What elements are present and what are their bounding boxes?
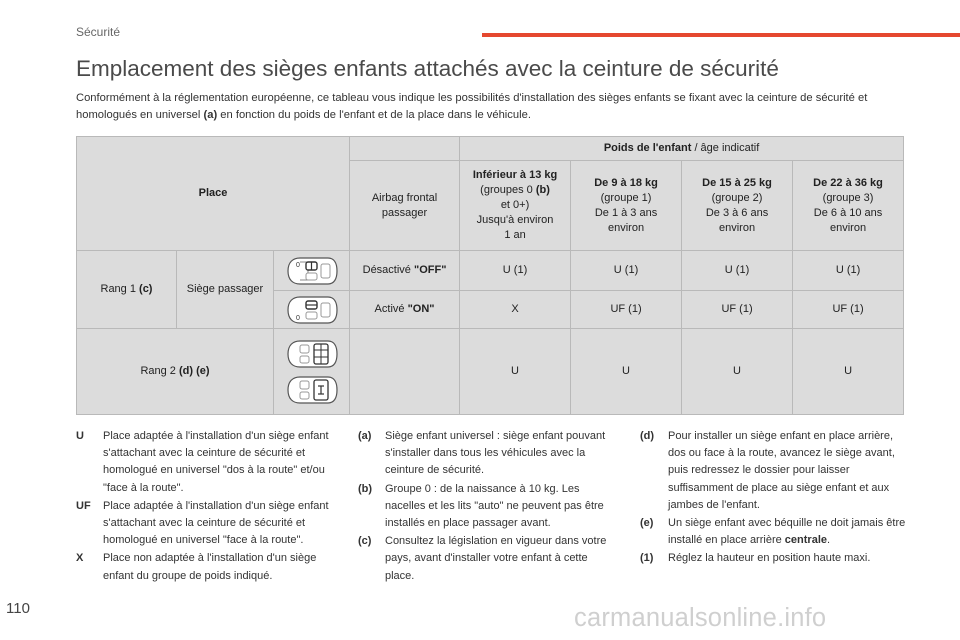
intro-text-2: en fonction du poids de l'enfant et de la place dans le véhicule. — [217, 109, 531, 121]
row2-airbag-empty — [350, 329, 460, 415]
group-1-header — [571, 161, 682, 251]
legend-e — [640, 515, 912, 549]
group-2-line2: (groupe 2) — [711, 191, 763, 204]
legend-x — [76, 550, 348, 584]
legend-u — [76, 428, 348, 497]
legend-column-1 — [76, 428, 348, 586]
legend-e-text: Un siège enfant avec béquille ne doit jamais être installé en place arrière — [668, 517, 906, 547]
legend-key: (d) — [640, 430, 655, 442]
legend-key: (a) — [358, 430, 372, 442]
car-icon-rear-cell — [274, 329, 350, 415]
group-3-line4: environ — [830, 221, 867, 234]
group-2-line3: De 3 à 6 ans — [705, 206, 769, 219]
airbag-off-label — [350, 251, 460, 291]
car-icon-front-off-cell — [274, 251, 350, 291]
row1-rang-ref: (c) — [139, 283, 153, 295]
row1-off-group1: U (1) — [571, 251, 682, 291]
svg-text:0: 0 — [295, 261, 300, 269]
intro-text-1: Conformément à la réglementation européenne, ce tableau vous indique les possibilités d'installation des sièges enfants se fixant avec la ceinture de sécurité et homologués en universel — [76, 92, 868, 121]
row2-group1: U — [571, 329, 682, 415]
legend-column-2 — [358, 428, 620, 586]
weight-header-rest: / âge indicatif — [691, 142, 760, 154]
legend-column-3 — [640, 428, 912, 569]
legend-key: (b) — [358, 482, 373, 495]
legend-e-end: . — [827, 534, 831, 547]
group-2-header — [682, 161, 793, 251]
header-rule — [482, 33, 960, 37]
group-0-line3: et 0+) — [500, 199, 530, 211]
intro-paragraph — [76, 90, 896, 124]
row2-group3: U — [793, 329, 904, 415]
group-3-header — [793, 161, 904, 251]
group-0-group: (groupes 0 — [480, 184, 536, 196]
car-rear-seats-icon — [284, 336, 340, 372]
legend-text: Place adaptée à l'installation d'un siège enfant s'attachant avec la ceinture de sécurité et homologué en universel "dos à la route" et/ou "face à la route". — [103, 430, 329, 494]
watermark: carmanualsonline.info — [574, 604, 827, 632]
legend-text: Siège enfant universel : siège enfant pouvant s'installer dans tous les véhicules avec la ceinture de sécurité. — [385, 430, 606, 477]
row2-rang-ref: (d) (e) — [178, 365, 210, 377]
legend-text: Pour installer un siège enfant en place arrière, dos ou face à la route, avancez le siège avant, puis redressez le dossier pour laisser suffisamment de place au siège enfant et aux jambes de l'enfant. — [668, 430, 895, 511]
car-icon-front-on-cell — [274, 291, 350, 329]
row1-off-group3: U (1) — [793, 251, 904, 291]
group-0-ref-b: (b) — [535, 184, 550, 196]
legend-uf — [76, 498, 348, 550]
legend-key: UF — [76, 499, 91, 512]
row1-rang-text: Rang 1 — [100, 283, 140, 295]
group-3-line3: De 6 à 10 ans — [813, 206, 883, 219]
child-seat-table — [76, 136, 904, 415]
group-1-line4: environ — [607, 221, 645, 234]
group-0-line5: 1 an — [504, 229, 526, 241]
row1-off-group2: U (1) — [682, 251, 793, 291]
row2-rang-text: Rang 2 — [140, 365, 179, 377]
weight-header — [460, 137, 904, 161]
row1-seat: Siège passager — [177, 251, 274, 329]
row1-off-group0: U (1) — [460, 251, 571, 291]
group-3-weight: De 22 à 36 kg — [813, 176, 883, 189]
legend-text: Place non adaptée à l'installation d'un siège enfant du groupe de poids indiqué. — [103, 552, 317, 582]
row1-on-group1: UF (1) — [571, 291, 682, 329]
place-header: Place — [77, 137, 350, 251]
page-title: Emplacement des sièges enfants attachés avec la ceinture de sécurité — [76, 56, 779, 81]
group-0-line2 — [463, 183, 567, 198]
group-0-header — [460, 161, 571, 251]
group-3-line2: (groupe 3) — [822, 191, 874, 204]
group-1-line2: (groupe 1) — [600, 191, 652, 204]
section-label: Sécurité — [76, 25, 121, 39]
car-front-seat-on-icon — [284, 292, 340, 328]
row1-on-group0: X — [460, 291, 571, 329]
legend-a — [358, 428, 620, 480]
group-0-line4: Jusqu'à environ — [476, 214, 554, 226]
legend-e-bold: centrale — [784, 534, 827, 547]
svg-text:0: 0 — [295, 314, 300, 322]
legend-text: Réglez la hauteur en position haute maxi. — [668, 552, 871, 565]
airbag-off-state: "OFF" — [413, 264, 447, 276]
airbag-on-state: "ON" — [407, 303, 435, 315]
legend-text: Place adaptée à l'installation d'un siège enfant s'attachant avec la ceinture de sécurité et homologué en universel "face à la route". — [103, 499, 329, 547]
page-number: 110 — [6, 600, 30, 617]
row2-group2: U — [682, 329, 793, 415]
group-2-weight: De 15 à 25 kg — [702, 176, 772, 189]
legend-1 — [640, 550, 912, 567]
group-2-line4: environ — [718, 221, 756, 234]
intro-ref-a: (a) — [203, 109, 218, 121]
group-0-weight: Inférieur à 13 kg — [472, 169, 558, 181]
legend-key: X — [76, 552, 84, 565]
airbag-header: Airbag frontal passager — [350, 161, 460, 251]
airbag-on-label — [350, 291, 460, 329]
row2-group0: U — [460, 329, 571, 415]
group-1-line3: De 1 à 3 ans — [594, 206, 658, 219]
row1-on-group3: UF (1) — [793, 291, 904, 329]
legend-key: (c) — [358, 535, 372, 548]
legend-b — [358, 481, 620, 533]
legend-text: Consultez la législation en vigueur dans votre pays, avant d'installer votre enfant à cette place. — [385, 535, 607, 582]
legend-text — [668, 515, 912, 549]
group-1-weight: De 9 à 18 kg — [594, 176, 658, 189]
airbag-on-text: Activé — [374, 303, 408, 315]
legend-text: Groupe 0 : de la naissance à 10 kg. Les nacelles et les lits "auto" ne peuvent pas être installés en place passager avant. — [385, 482, 604, 530]
legend-d — [640, 428, 912, 514]
row1-rang — [77, 251, 177, 329]
weight-header-bold: Poids de l'enfant — [603, 142, 692, 154]
legend-key: (1) — [640, 552, 654, 565]
airbag-off-text: Désactivé — [362, 264, 414, 276]
legend-key: (e) — [640, 517, 654, 530]
car-front-seat-off-icon — [284, 253, 340, 289]
legend-key: U — [76, 430, 84, 442]
row1-on-group2: UF (1) — [682, 291, 793, 329]
empty-header-cell — [350, 137, 460, 161]
row2-rang — [77, 329, 274, 415]
legend-c — [358, 533, 620, 585]
car-rear-centre-icon — [284, 372, 340, 408]
